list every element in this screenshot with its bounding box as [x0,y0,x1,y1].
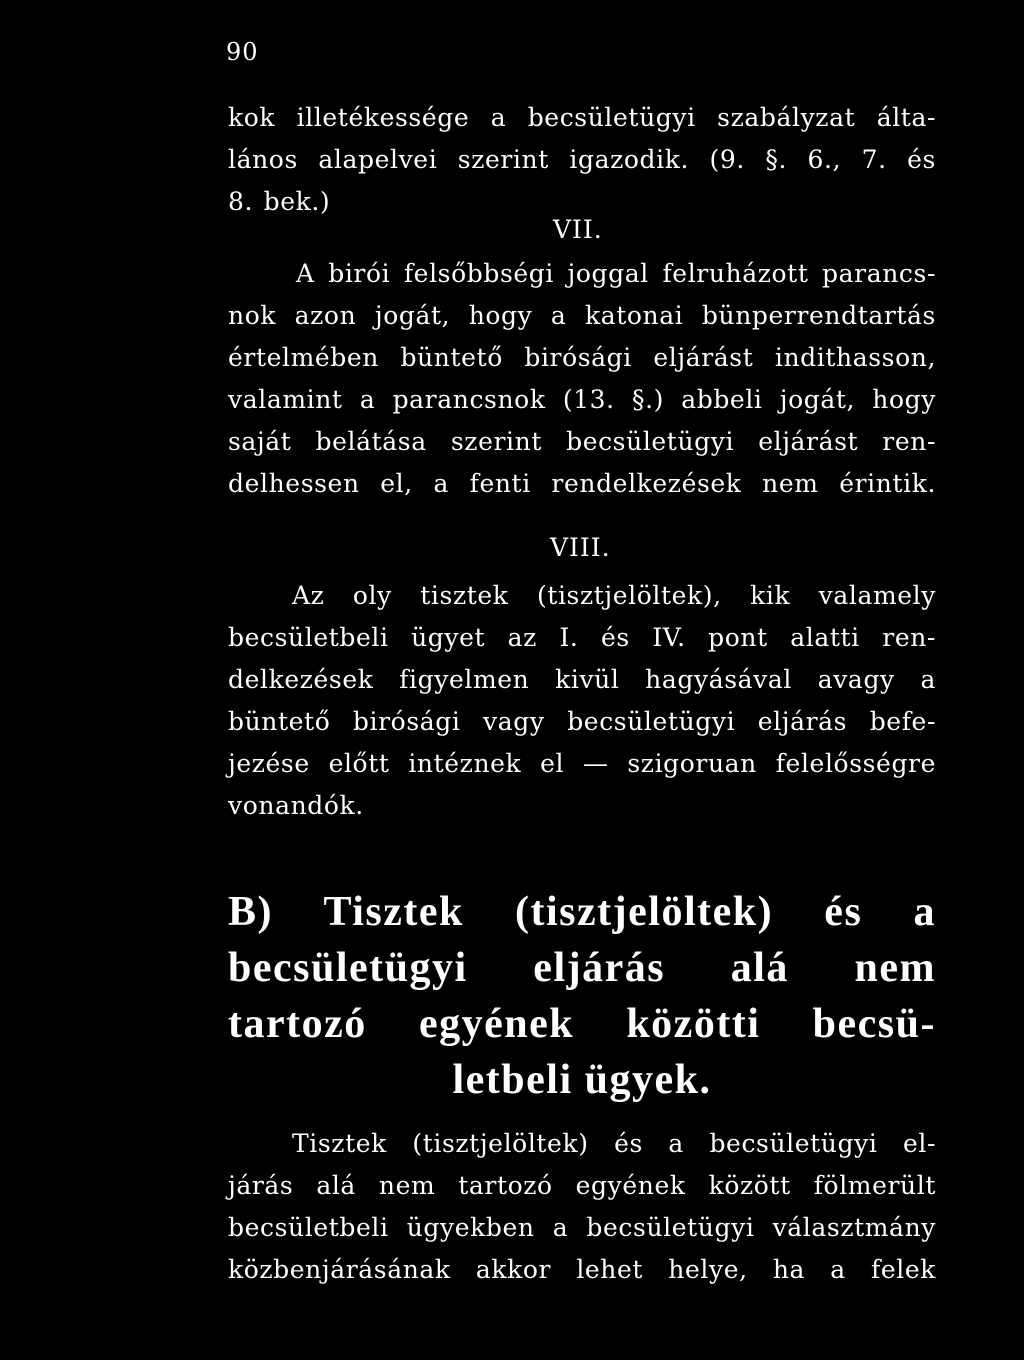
paragraph-line: jezése előtt intéznek el — szigoruan felelősségre [228,749,936,778]
page-number: 90 [226,38,259,66]
paragraph-line: lános alapelvei szerint igazodik. (9. §. 6., 7. és [228,145,936,174]
section-heading-line: letbeli ügyek. [452,1057,712,1103]
paragraph-line: becsületbeli ügyekben a becsületügyi választmány [228,1213,936,1242]
paragraph-line: valamint a parancsnok (13. §.) abbeli jogát, hogy [228,385,936,414]
paragraph-line: járás alá nem tartozó egyének között fölmerült [228,1171,936,1200]
paragraph-line: Az oly tisztek (tisztjelöltek), kik valamely [292,581,936,610]
paragraph-line: delhessen el, a fenti rendelkezések nem érintik. [228,469,936,498]
paragraph-line: közbenjárásának akkor lehet helye, ha a felek [228,1255,936,1284]
section-numeral-viii: VIII. [550,533,611,562]
section-numeral-vii: VII. [553,215,603,244]
paragraph-line: Tisztek (tisztjelöltek) és a becsületügyi el- [292,1129,936,1158]
paragraph-line: delkezések figyelmen kivül hagyásával avagy a [228,665,936,694]
paragraph-line: becsületbeli ügyet az I. és IV. pont alatti ren- [228,623,936,652]
paragraph-line: 8. bek.) [228,187,331,216]
section-heading-line: becsületügyi eljárás alá nem [228,945,936,991]
paragraph-line: büntető birósági vagy becsületügyi eljárás befe- [228,707,936,736]
section-heading-line: tartozó egyének közötti becsü- [228,1001,936,1047]
section-heading-line: B) Tisztek (tisztjelöltek) és a [228,889,936,935]
paragraph-line: A birói felsőbbségi joggal felruházott parancs- [296,259,936,288]
paragraph-line: kok illetékessége a becsületügyi szabályzat álta- [228,103,936,132]
paragraph-line: nok azon jogát, hogy a katonai bünperrendtartás [228,301,936,330]
paragraph-line: értelmében büntető birósági eljárást indithasson, [228,343,936,372]
paragraph-line: vonandók. [228,791,364,820]
paragraph-line: saját belátása szerint becsületügyi eljárást ren- [228,427,936,456]
